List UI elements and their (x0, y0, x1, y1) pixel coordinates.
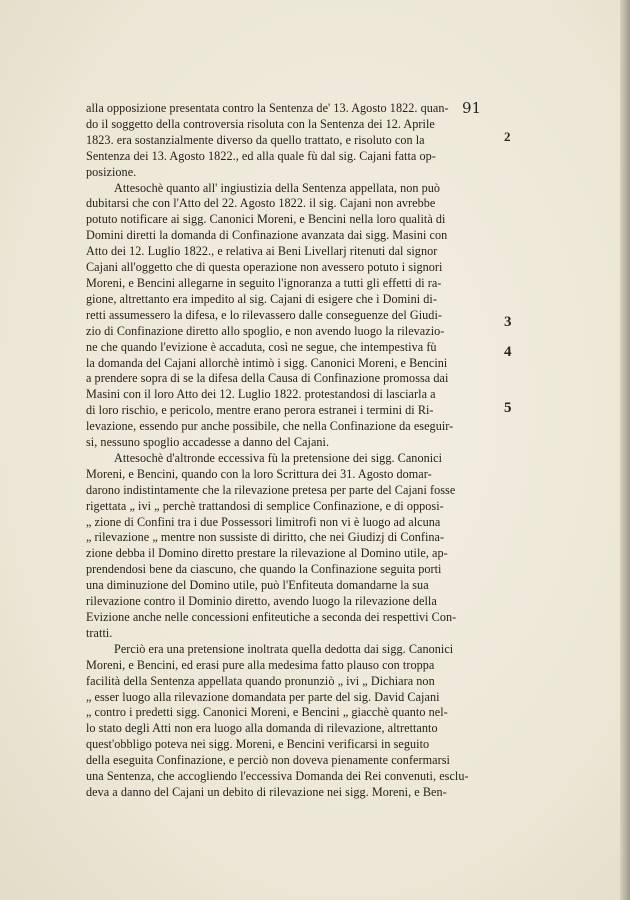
text-line: la domanda del Cajani allorchè intimò i sigg. Canonici Moreni, e Bencini (86, 355, 448, 370)
text-line: do il soggetto della controversia risoluta con la Sentenza dei 12. Aprile (86, 116, 435, 131)
text-line: Moreni, e Bencini, ed erasi pure alla medesima fatto plauso con troppa (86, 657, 435, 672)
text-line: a prendere sopra di se la difesa della Causa di Confinazione promossa dai (86, 371, 449, 386)
text-line: di loro rischio, e pericolo, mentre erano perora estranei i termini di Ri- (86, 403, 434, 418)
text-line: „ zione di Confini tra i due Possessori limitrofi non vi è luogo ad alcuna (86, 514, 441, 529)
text-line: facilità della Sentenza appellata quando pronunziò „ ivi „ Dichiara non (86, 673, 435, 688)
text-line: quest'obbligo poteva nei sigg. Moreni, e Bencini verificarsi in seguito (86, 737, 430, 752)
page-number: 91 (462, 99, 482, 117)
text-line: dubitarsi che con l'Atto del 22. Agosto 1822. il sig. Cajani non avrebbe (86, 196, 436, 211)
page-edge-shadow (620, 0, 630, 900)
text-line: della eseguita Confinazione, e perciò non doveva pienamente confermarsi (86, 753, 450, 768)
paragraph-start-line: Attesochè quanto all' ingiustizia della Sentenza appellata, non può (114, 180, 441, 195)
text-line: „ rilevazione „ mentre non sussiste di diritto, che nei Giudizj di Confina- (86, 530, 445, 545)
text-line: darono indistintamente che la rilevazione pretesa per parte del Cajani fosse (86, 482, 456, 497)
text-line: prendendosi bene da ciascuno, che quando la Confinazione seguita porti (86, 562, 442, 577)
body-text (86, 101, 476, 801)
text-line: alla opposizione presentata contro la Sentenza de' 13. Agosto 1822. quan- (86, 101, 449, 115)
text-line: zione debba il Domino diretto prestare la rilevazione al Domino utile, ap- (86, 546, 448, 561)
text-line: rilevazione contro il Dominio diretto, avendo luogo la rilevazione della (86, 594, 437, 609)
text-line: tratti. (86, 625, 113, 640)
text-line: Masini con il loro Atto dei 12. Luglio 1822. protestandosi di lasciarla a (86, 387, 436, 402)
text-line: levazione, essendo pur anche possibile, che nella Confinazione da eseguir- (86, 419, 454, 434)
text-line: 1823. era sostanzialmente diverso da quello trattato, e risoluto con la (86, 132, 425, 147)
text-line: si, nessuno spoglio accadesse a danno del Cajani. (86, 435, 330, 450)
text-line: zio di Confinazione diretto allo spoglio, e non avendo luogo la rilevazio- (86, 323, 445, 338)
text-line: deva a danno del Cajani un debito di rilevazione nei sigg. Moreni, e Ben- (86, 784, 447, 799)
text-line: ne che quando l'evizione è accaduta, così ne segue, che intempestiva fù (86, 339, 437, 354)
margin-note: 5 (504, 400, 512, 416)
text-line: Atto dei 12. Luglio 1822., e relativa ai Beni Livellarj ritenuti dal signor (86, 244, 438, 259)
text-line: gione, altrettanto era impedito al sig. Cajani di esigere che i Domini di- (86, 291, 437, 306)
text-line: „ esser luogo alla rilevazione domandata per parte del sig. David Cajani (86, 689, 440, 704)
text-line: rigettata „ ivi „ perchè trattandosi di semplice Confinazione, e di opposi- (86, 498, 444, 513)
text-line: Domini diretti la domanda di Confinazione avanzata dai sigg. Masini con (86, 228, 448, 243)
margin-note: 3 (504, 314, 512, 330)
text-line: Sentenza dei 13. Agosto 1822., ed alla quale fù dal sig. Cajani fatta op- (86, 148, 436, 163)
margin-note: 2 (504, 129, 511, 144)
text-line: una Sentenza, che accogliendo l'eccessiva Domanda dei Rei convenuti, esclu- (86, 769, 469, 784)
text-line: Cajani all'oggetto che di questa operazione non avessero potuto i signori (86, 260, 443, 275)
text-line: lo stato degli Atti non era luogo alla domanda di rilevazione, altrettanto (86, 721, 438, 736)
text-line: posizione. (86, 164, 137, 179)
text-line: potuto notificare ai sigg. Canonici Moreni, e Bencini nella loro qualità di (86, 212, 446, 227)
text-line: retti assumessero la difesa, e lo rilevassero dalle conseguenze del Giudi- (86, 307, 442, 322)
paragraph-start-line: Attesochè d'altronde eccessiva fù la pretensione dei sigg. Canonici (114, 450, 443, 465)
text-line: Moreni, e Bencini allegarne in seguito l'ignoranza a tutti gli effetti di ra- (86, 275, 442, 290)
text-line: Moreni, e Bencini, quando con la loro Scrittura dei 31. Agosto domar- (86, 466, 432, 481)
text-line: una diminuzione del Domino utile, può l'Enfiteuta domandarne la sua (86, 578, 429, 593)
text-line: „ contro i predetti sigg. Canonici Moreni, e Bencini „ giacchè quanto nel- (86, 705, 448, 720)
text-line: Evizione anche nelle concessioni enfiteutiche a seconda dei respettivi Con- (86, 610, 457, 624)
paragraph-start-line: Perciò era una pretensione inoltrata quella dedotta dai sigg. Canonici (114, 641, 454, 656)
margin-note: 4 (504, 344, 512, 360)
